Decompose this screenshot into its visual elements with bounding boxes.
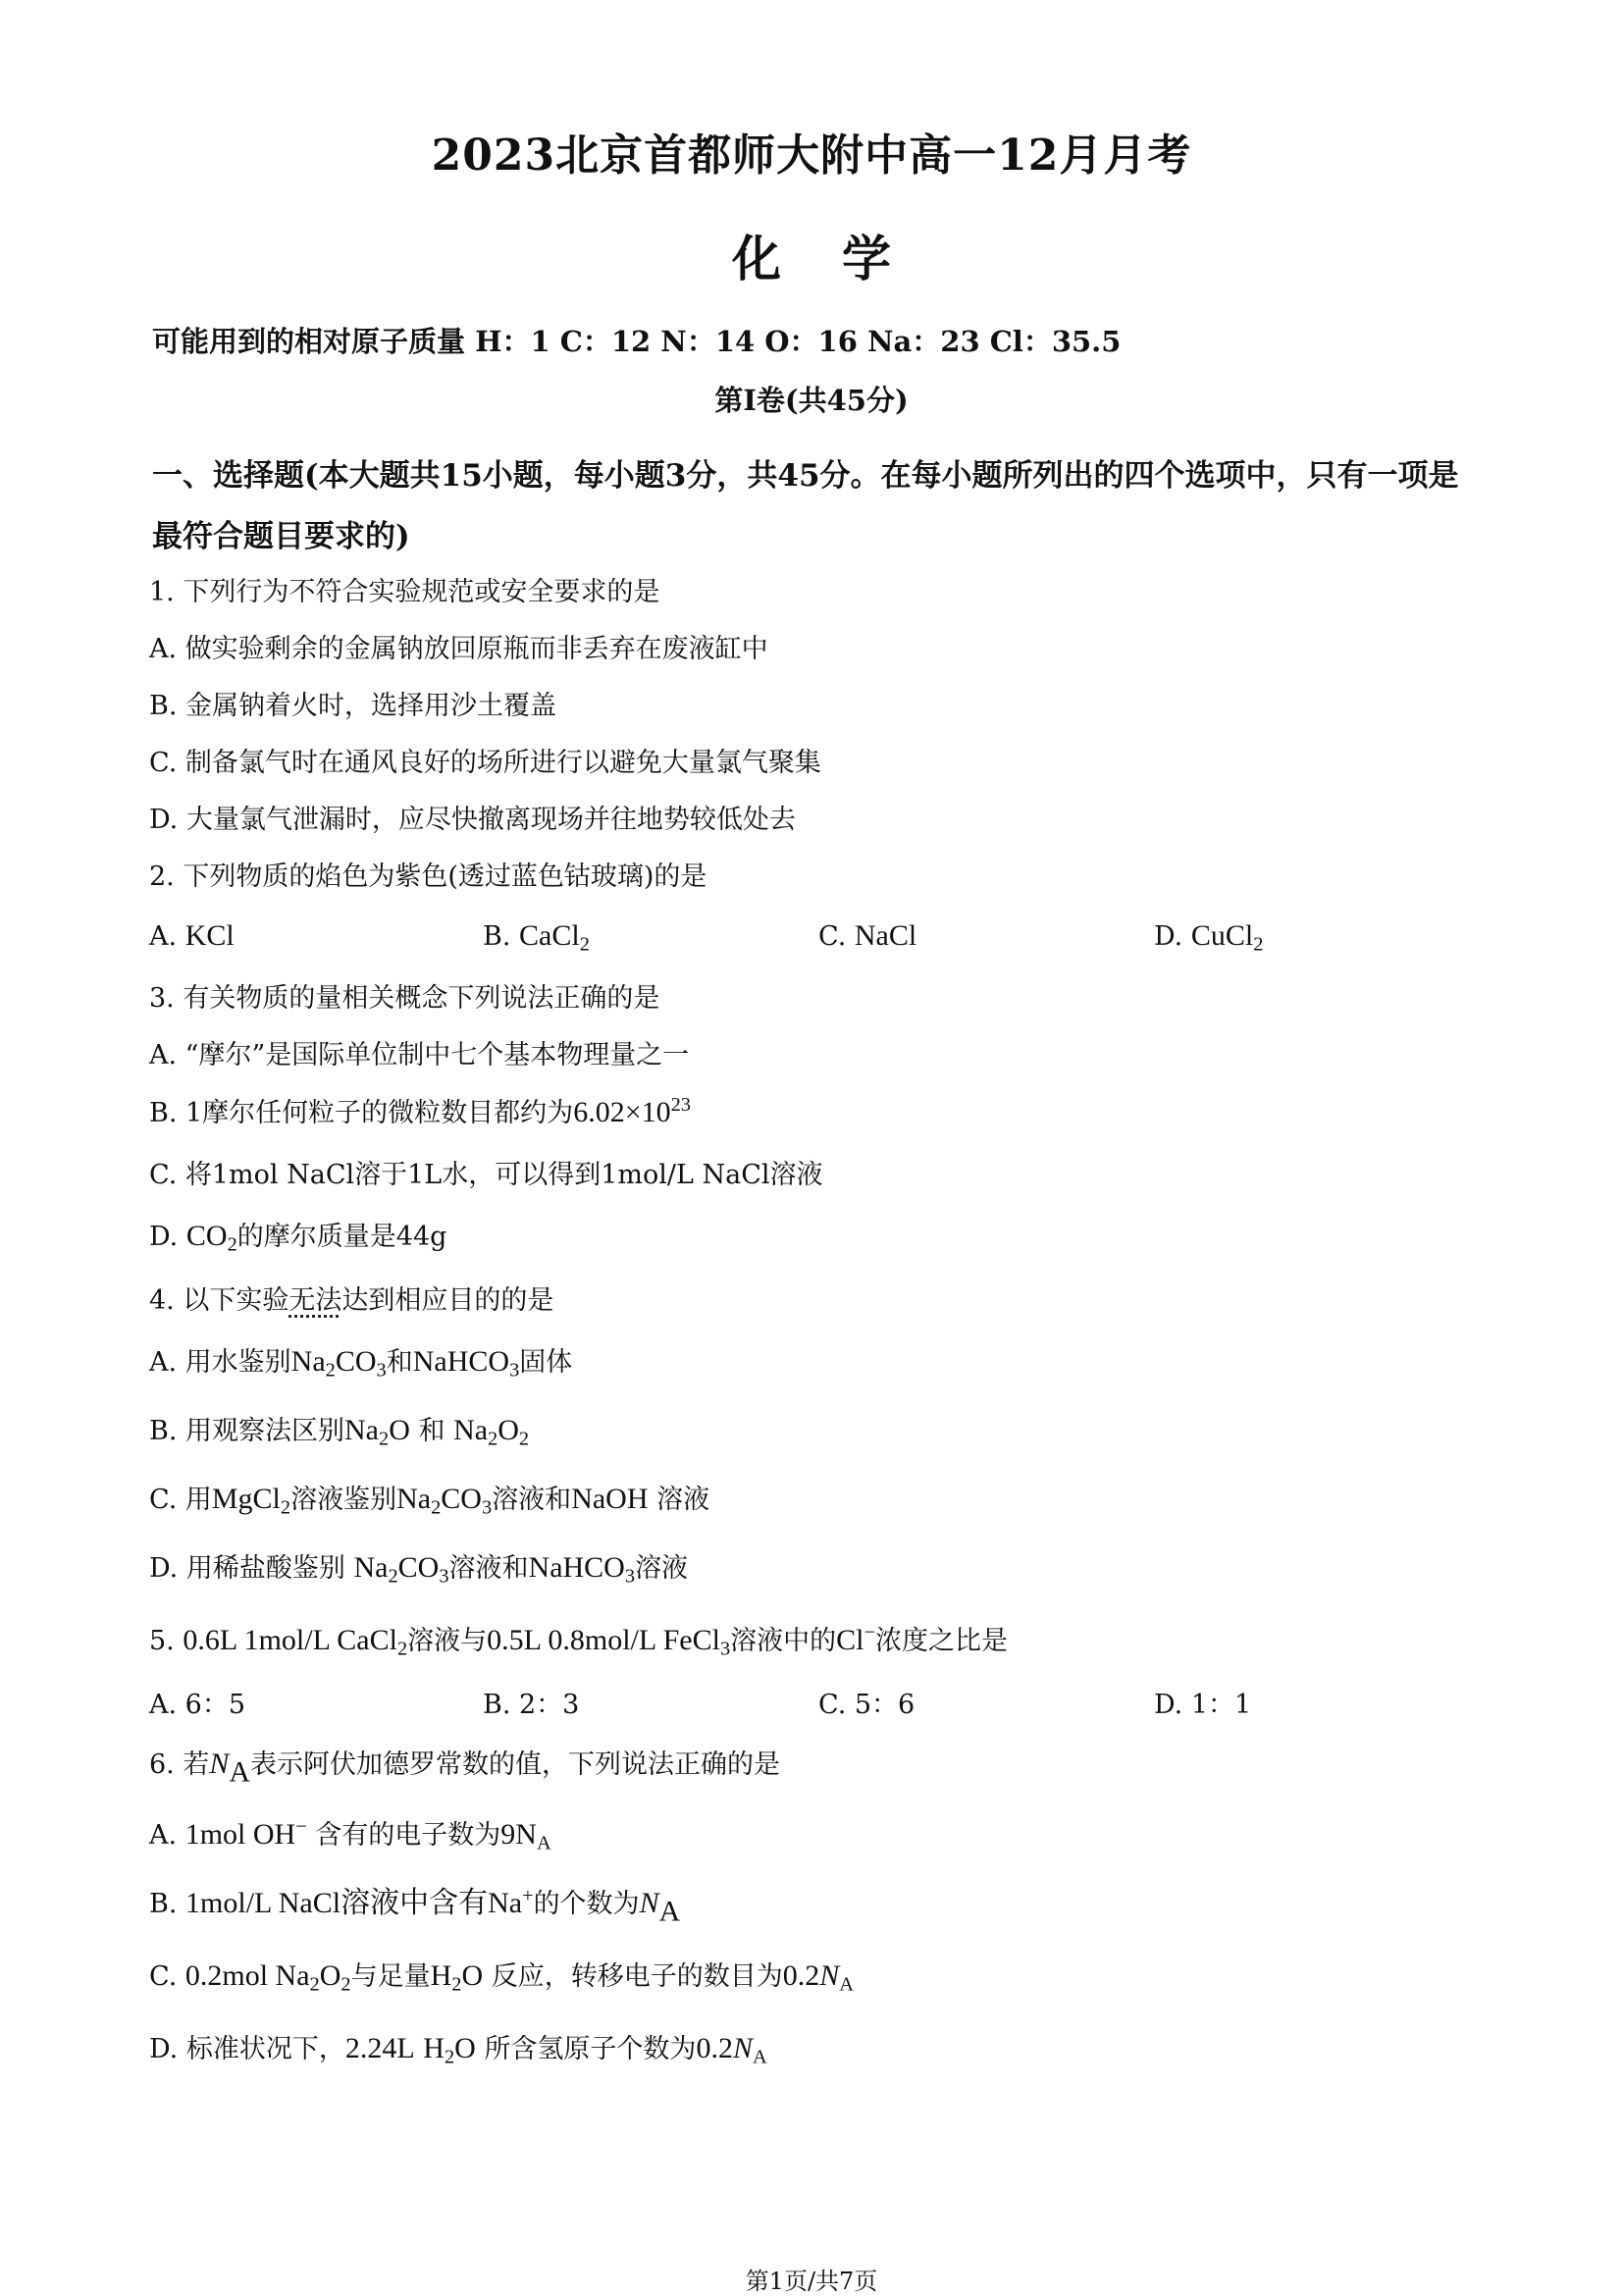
q6-option-c: C. 0.2mol $Na_2O_2$与足量$H_2O$ 反应，转移电子的数目为$0.2N_A$ [149,1959,854,1996]
q5-option-a: A. 6：5 [149,1690,246,1720]
q6-option-b: B. 1mol/L NaCl溶液中含有Na+的个数为$N_A$ [149,1884,681,1928]
q4-option-b: B. 用观察法区别$Na_2O$ 和 $Na_2O_2$ [149,1414,530,1450]
q5-stem: 5. 0.6L 1mol/L CaCl$_2$溶液与0.5L 0.8mol/L FeCl$_3$溶液中的Cl−浓度之比是 [149,1621,1009,1660]
q3-option-d: D. $CO_2$的摩尔质量是44g [149,1220,447,1256]
q6-option-a: A. 1mol OH− 含有的电子数为$9N_A$ [149,1815,551,1854]
atomic-masses: 可能用到的相对原子质量 H：1 C：12 N：14 O：16 Na：23 Cl：35.5 [152,325,1122,358]
page-title: 2023北京首都师大附中高一12月月考 [431,130,1192,181]
q3-option-b: B. 1摩尔任何粒子的微粒数目都约为$6.02\times 10^{23}$ [149,1093,691,1128]
q4-option-a: A. 用水鉴别$Na_2CO_3$和NaHCO$_3$固体 [149,1345,573,1382]
subject-title: 化学 [732,230,952,287]
volume-heading: 第Ⅰ卷(共45分) [714,384,909,417]
q1-option-b: B. 金属钠着火时，选择用沙土覆盖 [149,691,557,721]
q4-option-c: C. 用MgCl$_2$溶液鉴别$Na_2CO_3$溶液和NaOH 溶液 [149,1483,710,1519]
q6-stem: 6. 若$N_A$表示阿伏加德罗常数的值，下列说法正确的是 [149,1748,781,1789]
q1-option-d: D. 大量氯气泄漏时，应尽快撤离现场并往地势较低处去 [149,805,796,835]
q2-option-b: B. CaCl$_2$ [483,919,590,956]
q1-option-c: C. 制备氯气时在通风良好的场所进行以避免大量氯气聚集 [149,748,821,778]
q4-option-d: D. 用稀盐酸鉴别 $Na_2CO_3$溶液和NaHCO$_3$溶液 [149,1551,689,1588]
page-number: 第1页/共7页 [745,2268,878,2295]
q5-option-d: D. 1：1 [1154,1690,1252,1720]
q2-stem: 2. 下列物质的焰色为紫色(透过蓝色钴玻璃)的是 [149,861,707,892]
q6-option-d: D. 标准状况下，2.24L $H_2O$ 所含氢原子个数为$0.2N_A$ [149,2032,767,2068]
q2-option-c: C. NaCl [818,919,917,952]
q2-option-a: A. KCl [149,919,235,952]
q5-option-b: B. 2：3 [483,1690,580,1720]
q3-option-a: A. “摩尔”是国际单位制中七个基本物理量之一 [149,1040,690,1070]
section-heading: 一、选择题(本大题共15小题，每小题3分，共45分。在每小题所列出的四个选项中，只有一项是最符合题目要求的) [152,458,1459,554]
q1-stem: 1. 下列行为不符合实验规范或安全要求的是 [149,577,660,607]
q3-stem: 3. 有关物质的量相关概念下列说法正确的是 [149,983,660,1014]
q1-option-a: A. 做实验剩余的金属钠放回原瓶而非丢弃在废液缸中 [149,634,768,664]
q3-option-c: C. 将1mol NaCl溶于1L水，可以得到1mol/L NaCl溶液 [149,1160,823,1190]
q2-option-d: D. CuCl$_2$ [1154,919,1264,956]
q4-stem: 4. 以下实验无法达到相应目的的是 [149,1285,554,1316]
q5-option-c: C. 5：6 [818,1690,916,1720]
